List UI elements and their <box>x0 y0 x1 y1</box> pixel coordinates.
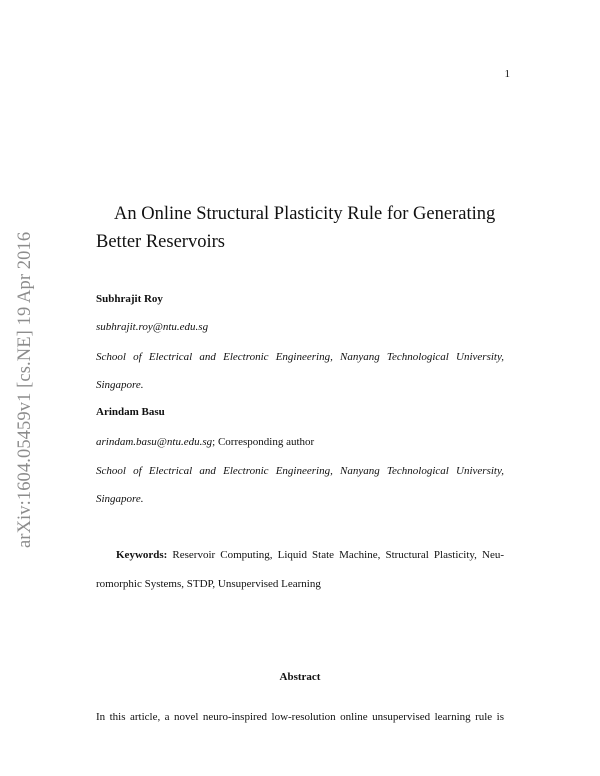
author-1-affiliation-line2: Singapore. <box>96 379 144 391</box>
abstract-first-line: In this article, a novel neuro-inspired low-resolution online unsupervised learning rule is <box>96 711 504 723</box>
keywords-line2: romorphic Systems, STDP, Unsupervised Learning <box>96 578 321 590</box>
arxiv-identifier-stamp: arXiv:1604.05459v1 [cs.NE] 19 Apr 2016 <box>15 231 35 548</box>
keywords-label: Keywords: <box>116 549 168 561</box>
abstract-heading: Abstract <box>279 671 321 683</box>
author-1-email: subhrajit.roy@ntu.edu.sg <box>96 321 209 333</box>
author-2-email-row <box>96 436 314 448</box>
author-1-affiliation-line1: School of Electrical and Electronic Engineering, Nanyang Technological University, <box>96 351 504 363</box>
author-1-name: Subhrajit Roy <box>96 293 163 305</box>
author-2-affiliation-line1: School of Electrical and Electronic Engineering, Nanyang Technological University, <box>96 465 504 477</box>
page-number: 1 <box>504 68 510 80</box>
paper-title: An Online Structural Plasticity Rule for Generating Better Reservoirs <box>96 204 496 252</box>
author-2-email: arindam.basu@ntu.edu.sg <box>96 436 213 448</box>
author-2-affiliation-line2: Singapore. <box>96 493 144 505</box>
keywords-text-line1: Reservoir Computing, Liquid State Machine, Structural Plasticity, Neu- <box>172 549 504 561</box>
keywords-line1 <box>116 549 504 561</box>
author-2-email-note: ; Corresponding author <box>212 436 315 448</box>
author-2-name: Arindam Basu <box>96 406 165 418</box>
